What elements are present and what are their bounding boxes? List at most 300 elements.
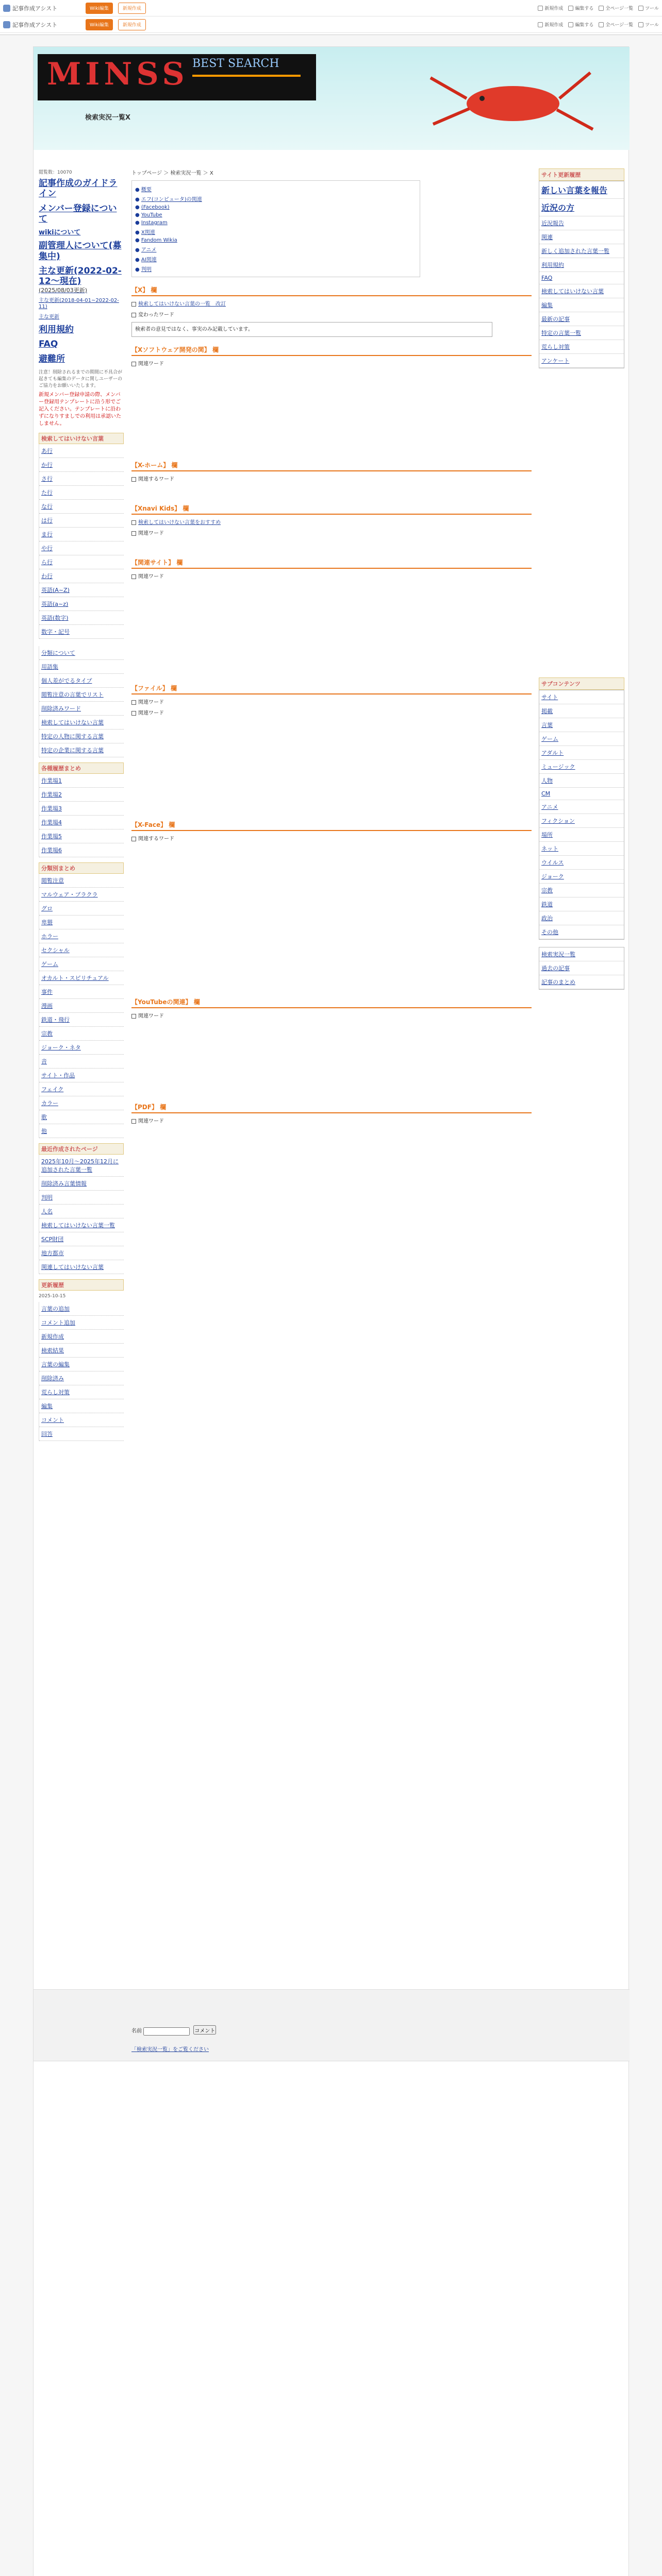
recent-link[interactable]: 判明	[41, 1194, 53, 1201]
list-item[interactable]	[39, 1191, 124, 1205]
list-item[interactable]	[39, 1260, 124, 1274]
list-item[interactable]	[39, 646, 124, 660]
section-heading: 【Xnavi Kids】 欄	[131, 504, 532, 515]
list-item[interactable]	[539, 961, 624, 975]
history-link[interactable]: 作業場5	[41, 833, 62, 840]
pencil-icon	[568, 22, 573, 27]
list-item[interactable]	[39, 843, 124, 857]
section-4	[131, 558, 532, 581]
list-item[interactable]	[39, 528, 124, 541]
list-item[interactable]	[39, 688, 124, 702]
sub-link[interactable]: サイト	[541, 694, 558, 701]
sub-link[interactable]: アニメ	[541, 804, 558, 810]
list-item[interactable]	[39, 1218, 124, 1232]
list-item[interactable]	[539, 911, 624, 925]
list-item[interactable]	[39, 472, 124, 486]
toc-item[interactable]	[135, 204, 417, 211]
class-link[interactable]: カラー	[41, 1100, 58, 1107]
index-link[interactable]: や行	[41, 545, 53, 552]
page-icon	[538, 22, 543, 27]
list-item[interactable]	[39, 486, 124, 500]
index-link[interactable]: は行	[41, 517, 53, 524]
list-item[interactable]	[39, 1385, 124, 1399]
class-link[interactable]: 歌	[41, 1114, 47, 1121]
list-item[interactable]	[39, 1330, 124, 1344]
sub-link[interactable]: ジョーク	[541, 873, 564, 880]
list-item[interactable]	[39, 774, 124, 788]
list-item[interactable]	[39, 514, 124, 528]
list-item[interactable]	[539, 842, 624, 856]
toc-item[interactable]	[135, 244, 417, 254]
entry	[131, 519, 532, 527]
index-link[interactable]: 英語(数字)	[41, 615, 69, 622]
edit-button[interactable]: Wiki編集	[86, 3, 113, 14]
sub-link[interactable]: 場所	[541, 832, 553, 838]
toc-link[interactable]: Instagram	[141, 220, 168, 226]
index-link[interactable]: 英語(A~Z)	[41, 587, 70, 594]
checkbox-icon[interactable]	[131, 574, 136, 579]
list-item[interactable]	[539, 975, 624, 989]
nav-updates-main[interactable]: 主な更新	[39, 314, 59, 320]
list-item[interactable]	[539, 870, 624, 884]
entry-text: 関連ワード	[138, 700, 164, 705]
list-item[interactable]	[539, 884, 624, 897]
checkbox-icon[interactable]	[131, 1014, 136, 1019]
lobster-illustration	[425, 62, 595, 140]
list-item[interactable]	[39, 985, 124, 999]
section-8	[131, 1103, 532, 1125]
right-link[interactable]: 関連	[541, 234, 553, 241]
checkbox-icon[interactable]	[131, 520, 136, 525]
right-link[interactable]: 新しく追加された言葉一覧	[541, 248, 609, 255]
entry	[131, 699, 532, 706]
class-link[interactable]: 漫画	[41, 1003, 53, 1010]
sub-link[interactable]: ゲーム	[541, 736, 558, 742]
checkbox-icon[interactable]	[131, 313, 136, 317]
list-icon	[599, 6, 604, 11]
index-link[interactable]: 英語(a~z)	[41, 601, 69, 608]
list-item[interactable]	[539, 788, 624, 800]
list-item[interactable]	[39, 716, 124, 730]
list-item[interactable]	[39, 1069, 124, 1082]
class-link[interactable]: オカルト・スピリチュアル	[41, 975, 109, 982]
category-link[interactable]: 検索してはいけない言葉	[41, 719, 104, 726]
entry-text: 変わったワード	[138, 312, 174, 318]
list-item[interactable]	[39, 569, 124, 583]
index-link[interactable]: ま行	[41, 531, 53, 538]
list-item[interactable]	[39, 788, 124, 802]
list-item[interactable]	[539, 216, 624, 230]
list-item[interactable]	[39, 888, 124, 902]
toc-link[interactable]: アニメ	[141, 247, 157, 253]
app-logo[interactable]	[3, 4, 80, 12]
toolbar2-tools-link[interactable]	[638, 21, 659, 28]
list-item[interactable]	[39, 444, 124, 458]
list-item[interactable]	[539, 828, 624, 842]
class-link[interactable]: 音	[41, 1058, 47, 1065]
class-link[interactable]: ホラー	[41, 933, 58, 940]
history-link[interactable]: 作業場3	[41, 805, 62, 812]
comment-name-input[interactable]	[143, 2027, 190, 2036]
list-item[interactable]	[539, 897, 624, 911]
list-item[interactable]	[539, 284, 624, 298]
toc-link[interactable]: X関連	[141, 230, 155, 235]
right-link[interactable]: アンケート	[541, 358, 570, 364]
updated-link[interactable]: コメント追加	[41, 1319, 75, 1327]
category-link[interactable]: 用語集	[41, 664, 58, 671]
list-item[interactable]	[39, 802, 124, 816]
toc-link[interactable]: 概要	[141, 187, 152, 193]
list-item[interactable]	[539, 312, 624, 326]
updated-link[interactable]: 削除済み	[41, 1375, 64, 1382]
list-item[interactable]	[39, 555, 124, 569]
app-logo-2[interactable]	[3, 21, 80, 29]
list-item[interactable]	[539, 718, 624, 732]
index-link[interactable]: 数字・記号	[41, 629, 70, 636]
toolbar2-tools-label: ツール	[645, 23, 659, 28]
list-item[interactable]	[39, 1027, 124, 1041]
entry	[131, 573, 532, 581]
toolbar-icons	[538, 5, 659, 11]
index-link[interactable]: さ行	[41, 476, 53, 483]
list-item[interactable]	[39, 1344, 124, 1358]
entry-link[interactable]: 検索してはいけない言葉をおすすめ	[138, 520, 221, 526]
toc-link[interactable]: エフ(コンピュータ)の関連	[141, 197, 202, 202]
toc-item[interactable]	[135, 194, 417, 204]
list-item[interactable]	[39, 943, 124, 957]
right-heading-1: サイト更新履歴	[539, 168, 624, 181]
right-link[interactable]: 利用規約	[541, 262, 564, 268]
list-item[interactable]	[39, 611, 124, 625]
list-item[interactable]	[539, 199, 624, 216]
history-link[interactable]: 作業場6	[41, 847, 62, 854]
category-link[interactable]: 閲覧注意の言葉でリスト	[41, 691, 104, 699]
class-link[interactable]: 卑猥	[41, 919, 53, 926]
list-item[interactable]	[39, 1358, 124, 1371]
list-item[interactable]	[539, 298, 624, 312]
list-item[interactable]	[39, 1371, 124, 1385]
sub-link[interactable]: CM	[541, 790, 551, 797]
list-item[interactable]	[39, 1082, 124, 1096]
checkbox-icon[interactable]	[131, 477, 136, 482]
classification-list	[39, 874, 124, 1138]
category-link[interactable]: 特定の人物に関する言葉	[41, 733, 104, 740]
index-link[interactable]: か行	[41, 462, 53, 469]
right-list-3	[539, 947, 624, 990]
sub-link[interactable]: ウイルス	[541, 859, 564, 866]
history-link[interactable]: 作業場2	[41, 791, 62, 799]
class-link[interactable]: ゲーム	[41, 961, 58, 968]
checkbox-icon[interactable]	[131, 362, 136, 366]
checkbox-icon[interactable]	[131, 1119, 136, 1124]
index-link[interactable]: あ行	[41, 448, 53, 455]
class-link[interactable]: 事件	[41, 989, 53, 996]
toc-item[interactable]	[135, 264, 417, 274]
section-7	[131, 997, 532, 1020]
list-item[interactable]	[39, 916, 124, 929]
history-heading: 各種履歴まとめ	[39, 762, 124, 774]
right-big-link[interactable]: 新しい言葉を報告	[541, 185, 608, 195]
list-item[interactable]	[39, 583, 124, 597]
recent-link[interactable]: 削除済み言葉情報	[41, 1180, 87, 1188]
class-link[interactable]: 鉄道・飛行	[41, 1016, 70, 1024]
right-link[interactable]: 特定の言葉一覧	[541, 330, 581, 336]
right-link[interactable]: 検索してはいけない言葉	[541, 288, 604, 295]
gear-icon	[638, 22, 643, 27]
nav-updates[interactable]	[39, 266, 124, 294]
updated-link[interactable]: 言葉の追加	[41, 1306, 70, 1313]
sub-link[interactable]: 掲載	[541, 708, 553, 715]
wiki-icon	[3, 21, 10, 28]
nav-faq[interactable]: FAQ	[39, 339, 58, 350]
nav-updates-old[interactable]: 主な更新(2018-04-01~2022-02-11)	[39, 297, 119, 310]
updated-link[interactable]: 編集	[41, 1403, 53, 1410]
entry	[131, 1117, 532, 1125]
updated-link[interactable]: コメント	[41, 1417, 64, 1424]
list-item[interactable]	[39, 929, 124, 943]
list-item[interactable]	[39, 829, 124, 843]
right-link[interactable]: 荒らし対策	[541, 344, 570, 350]
list-item[interactable]	[39, 957, 124, 971]
nav-shelter[interactable]: 避難所	[39, 353, 65, 364]
list-item[interactable]	[39, 1205, 124, 1218]
list-item[interactable]	[39, 1413, 124, 1427]
toc-link[interactable]: 判明	[141, 267, 152, 273]
toc-link[interactable]: YouTube	[141, 212, 162, 218]
new-page-button[interactable]: 新規作成	[118, 3, 146, 14]
toc-item[interactable]	[135, 227, 417, 236]
list-item[interactable]	[539, 258, 624, 272]
category-list	[39, 646, 124, 757]
updated-link[interactable]: 荒らし対策	[41, 1389, 70, 1396]
list-item[interactable]	[39, 500, 124, 514]
list-item[interactable]	[39, 1124, 124, 1138]
list-item[interactable]	[39, 660, 124, 674]
list-item[interactable]	[539, 230, 624, 244]
logo-stripe	[192, 75, 301, 77]
toolbar-edit-link[interactable]	[568, 5, 593, 11]
class-link[interactable]: サイト・作品	[41, 1072, 75, 1079]
list-item[interactable]	[39, 702, 124, 716]
toc-item[interactable]	[135, 236, 417, 244]
new-page-button-2[interactable]: 新規作成	[118, 19, 146, 30]
history-link[interactable]: 作業場4	[41, 819, 62, 826]
list-item[interactable]	[539, 856, 624, 870]
section-0	[131, 285, 532, 337]
nav-sub-admin[interactable]: 副管理人について(募集中)	[39, 241, 122, 262]
list-item[interactable]	[539, 340, 624, 354]
list-item[interactable]	[39, 1041, 124, 1055]
list-item[interactable]	[539, 814, 624, 828]
updated-link[interactable]: 検索結果	[41, 1347, 64, 1354]
toolbar2-all-link[interactable]	[599, 21, 633, 28]
nav-terms[interactable]: 利用規約	[39, 324, 74, 335]
site-logo[interactable]	[38, 54, 316, 100]
nav-guideline[interactable]: 記事作成のガイドライン	[39, 178, 118, 199]
list-item[interactable]	[39, 971, 124, 985]
list-item[interactable]	[39, 1177, 124, 1191]
class-link[interactable]: セクシャル	[41, 947, 70, 954]
index-link[interactable]: ら行	[41, 559, 53, 566]
list-item[interactable]	[39, 1302, 124, 1316]
sub-link[interactable]: 宗教	[541, 887, 553, 894]
toc-item[interactable]	[135, 184, 417, 194]
list-item[interactable]	[39, 1013, 124, 1027]
sub-link[interactable]: 言葉	[541, 722, 553, 728]
category-link[interactable]: 個人差がでるタイプ	[41, 677, 92, 685]
list-item[interactable]	[39, 1055, 124, 1069]
class-link[interactable]: グロ	[41, 905, 53, 912]
logo-subtitle: BEST SEARCH	[192, 57, 279, 70]
nav-about-wiki[interactable]: wikiについて	[39, 228, 81, 236]
toc-item[interactable]	[135, 211, 417, 219]
updated-link[interactable]: 回答	[41, 1431, 53, 1438]
list-item[interactable]	[39, 541, 124, 555]
recent-link[interactable]: SCP財団	[41, 1236, 64, 1243]
toolbar2-new-link[interactable]	[538, 21, 563, 28]
recent-link[interactable]: 検索してはいけない言葉一覧	[41, 1222, 115, 1229]
list-item[interactable]	[39, 874, 124, 888]
toolbar-new-link[interactable]	[538, 5, 563, 11]
list-item[interactable]	[539, 732, 624, 746]
sub-link[interactable]: その他	[541, 929, 558, 936]
comment-submit-button[interactable]: コメント	[193, 2025, 216, 2035]
right-big-link[interactable]: 近況の方	[541, 203, 575, 213]
extra-link[interactable]: 検索実況一覧	[541, 951, 575, 958]
recent-link[interactable]: 2025年10月～2025年12月に追加された言葉一覧	[41, 1158, 119, 1174]
extra-link[interactable]: 記事のまとめ	[541, 979, 575, 986]
list-item[interactable]	[539, 800, 624, 814]
extra-link[interactable]: 過去の記事	[541, 965, 570, 972]
checkbox-icon[interactable]	[131, 531, 136, 536]
history-link[interactable]: 作業場1	[41, 777, 62, 785]
list-item[interactable]	[539, 181, 624, 199]
recent-link[interactable]: 地方都市	[41, 1250, 64, 1257]
edit-button-2[interactable]: Wiki編集	[86, 19, 113, 30]
list-item[interactable]	[539, 326, 624, 340]
toc-link[interactable]: (Facebook)	[141, 205, 170, 210]
nav-member[interactable]: メンバー登録について	[39, 203, 117, 225]
word-index-list	[39, 444, 124, 639]
updated-heading: 更新履歴	[39, 1279, 124, 1291]
sub-link[interactable]: 政治	[541, 915, 553, 922]
category-link[interactable]: 特定の企業に関する言葉	[41, 747, 104, 754]
list-item[interactable]	[39, 674, 124, 688]
list-item[interactable]	[39, 625, 124, 639]
category-link[interactable]: 削除済みワード	[41, 705, 81, 713]
site-banner	[34, 47, 630, 150]
list-item[interactable]	[39, 1232, 124, 1246]
right-link[interactable]: 編集	[541, 302, 553, 309]
list-item[interactable]	[539, 354, 624, 368]
toc-link[interactable]: Fandom Wikia	[141, 238, 177, 243]
toolbar-icons-2	[538, 21, 659, 28]
class-link[interactable]: 閲覧注意	[41, 877, 64, 885]
sub-link[interactable]: アダルト	[541, 750, 564, 756]
list-item[interactable]	[539, 704, 624, 718]
toc-item[interactable]	[135, 219, 417, 227]
updated-link[interactable]: 言葉の編集	[41, 1361, 70, 1368]
section-heading: 【YouTubeの関連】 欄	[131, 997, 532, 1008]
entry	[131, 300, 532, 308]
entry-link[interactable]: 検索してはいけない言葉の一覧 改訂	[138, 301, 226, 307]
sub-link[interactable]: 人物	[541, 777, 553, 784]
list-item[interactable]	[539, 760, 624, 774]
list-item[interactable]	[539, 272, 624, 284]
list-item[interactable]	[39, 902, 124, 916]
section-2	[131, 461, 532, 483]
toolbar-new-label: 新規作成	[544, 6, 564, 11]
checkbox-icon[interactable]	[131, 302, 136, 307]
toc-item[interactable]	[135, 254, 417, 264]
list-item[interactable]	[39, 597, 124, 611]
list-item[interactable]	[39, 743, 124, 757]
checkbox-icon[interactable]	[131, 700, 136, 705]
right-sidebar	[539, 168, 624, 990]
comment-form	[131, 2025, 532, 2053]
list-item[interactable]	[539, 925, 624, 939]
list-item[interactable]	[39, 1246, 124, 1260]
toc-link[interactable]: AI関連	[141, 257, 157, 263]
right-list-2	[539, 690, 624, 940]
list-item[interactable]	[39, 1110, 124, 1124]
class-link[interactable]: フェイク	[41, 1086, 64, 1093]
right-link[interactable]: 最新の記事	[541, 316, 570, 323]
list-item[interactable]	[39, 1399, 124, 1413]
list-item[interactable]	[39, 730, 124, 743]
list-item[interactable]	[39, 1155, 124, 1177]
toolbar-tools-link[interactable]	[638, 5, 659, 11]
list-item[interactable]	[539, 947, 624, 961]
list-item[interactable]	[39, 1427, 124, 1441]
list-item[interactable]	[39, 999, 124, 1013]
updated-link[interactable]: 新規作成	[41, 1333, 64, 1341]
sub-link[interactable]: ミュージック	[541, 764, 575, 770]
class-link[interactable]: ジョーク・ネタ	[41, 1044, 81, 1052]
class-link[interactable]: 宗教	[41, 1030, 53, 1038]
list-item[interactable]	[39, 1096, 124, 1110]
toolbar2-edit-link[interactable]	[568, 21, 593, 28]
section-heading: 【ファイル】 欄	[131, 684, 532, 694]
sub-link[interactable]: フィクション	[541, 818, 575, 824]
list-item[interactable]	[39, 458, 124, 472]
list-item[interactable]	[539, 244, 624, 258]
list-item[interactable]	[539, 774, 624, 788]
right-link[interactable]: 近況報告	[541, 220, 564, 227]
recent-link[interactable]: 関連してはいけない言葉	[41, 1264, 104, 1271]
recent-link[interactable]: 人名	[41, 1208, 53, 1215]
list-item[interactable]	[539, 690, 624, 704]
sub-link[interactable]: ネット	[541, 845, 558, 852]
list-item[interactable]	[539, 746, 624, 760]
list-item[interactable]	[39, 816, 124, 829]
index-link[interactable]: た行	[41, 489, 53, 497]
index-link[interactable]: な行	[41, 503, 53, 511]
index-link[interactable]: わ行	[41, 573, 53, 580]
checkbox-icon[interactable]	[131, 711, 136, 716]
class-link[interactable]: 他	[41, 1128, 47, 1135]
breadcrumb[interactable]: トップページ ＞ 検索実況一覧 ＞ X	[131, 171, 213, 176]
comment-footer-link[interactable]: 「検索実況一覧」をご覧ください	[131, 2046, 209, 2053]
toolbar-all-link[interactable]	[599, 5, 633, 11]
class-link[interactable]: マルウェア・ブラクラ	[41, 891, 98, 899]
sub-link[interactable]: 鉄道	[541, 901, 553, 908]
logo-letters: MINSS	[47, 56, 189, 92]
right-link[interactable]: FAQ	[541, 275, 553, 281]
checkbox-icon[interactable]	[131, 837, 136, 841]
category-link[interactable]: 分類について	[41, 650, 75, 657]
list-item[interactable]	[39, 1316, 124, 1330]
